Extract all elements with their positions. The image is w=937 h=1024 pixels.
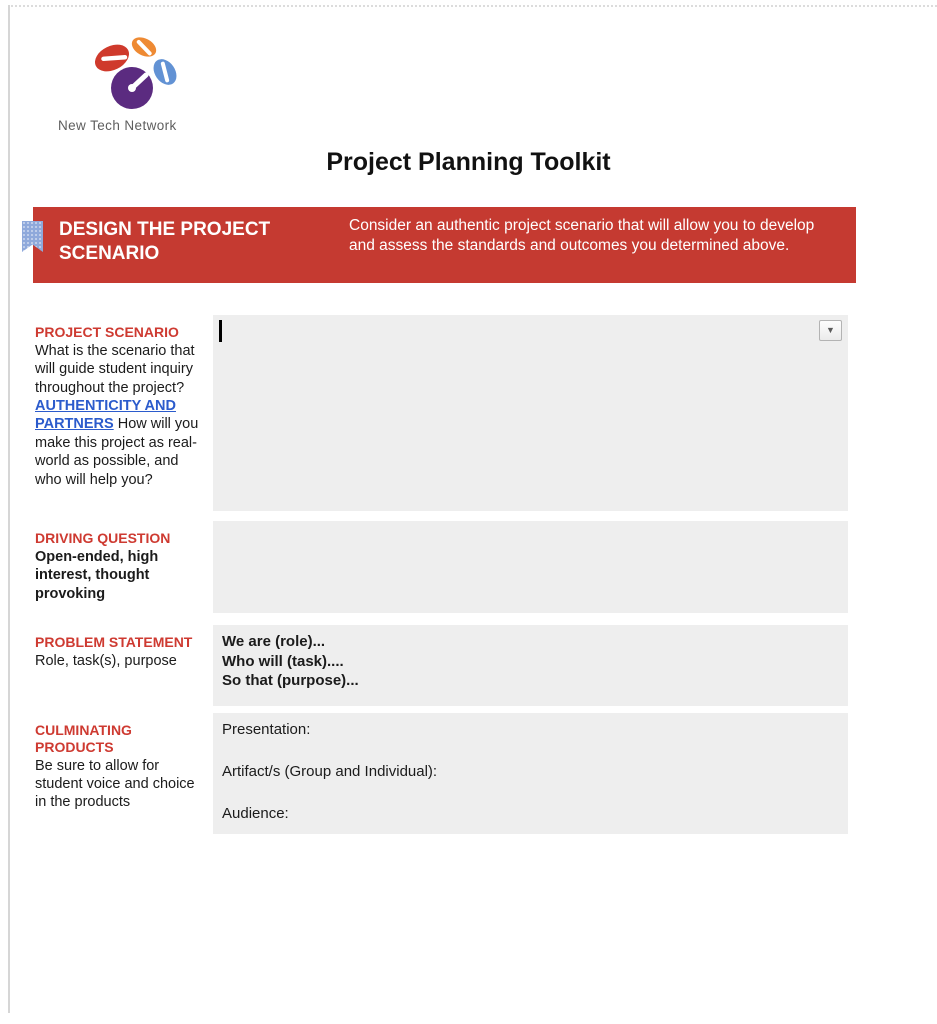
authenticity-and-partners-link[interactable]: AUTHENTICITY AND PARTNERS: [35, 398, 176, 433]
section-row-culminating-products: [35, 713, 848, 834]
box-text-line: Presentation:: [222, 721, 311, 738]
section-row-problem-statement: [35, 625, 848, 706]
section-label: PROJECT SCENARIO: [35, 324, 179, 340]
dropdown-button[interactable]: [819, 320, 842, 341]
problem-statement-input-area[interactable]: [213, 625, 848, 706]
description-text: Open-ended, high interest, thought provoking: [35, 548, 159, 602]
page-title: Project Planning Toolkit: [326, 148, 611, 176]
box-text-line: Who will (task)....: [222, 652, 344, 670]
section-row-project-scenario: [35, 315, 848, 511]
section-description: [35, 757, 205, 812]
problem-statement-label-column: [35, 625, 213, 706]
box-text-line: Audience:: [222, 805, 289, 823]
text-cursor: [219, 320, 222, 342]
section-description: [35, 548, 205, 603]
logo: [58, 36, 192, 133]
chevron-down-icon: ▼: [826, 325, 835, 335]
design-project-scenario-banner: [33, 207, 856, 283]
project-scenario-input-area[interactable]: [213, 315, 848, 511]
culminating-products-label-column: [35, 713, 213, 834]
banner-description: Consider an authentic project scenario that will allow you to develop and assess the standards and outcomes you determined above.: [349, 217, 815, 255]
description-text: What is the scenario that will guide student inquiry throughout the project?: [35, 342, 195, 396]
new-tech-network-logo-icon: [80, 36, 192, 110]
section-label: PROBLEM STATEMENT: [35, 634, 193, 650]
driving-question-input-area[interactable]: [213, 521, 848, 613]
driving-question-label-column: [35, 521, 213, 613]
page-edge-top: [8, 5, 937, 7]
description-text: Role, task(s), purpose: [35, 652, 177, 669]
project-scenario-label-column: [35, 315, 213, 511]
form-rows: [35, 315, 848, 834]
banner-heading: DESIGN THE PROJECT SCENARIO: [59, 219, 271, 264]
culminating-products-input-area[interactable]: [213, 713, 848, 834]
box-text-line: Artifact/s (Group and Individual):: [222, 763, 438, 781]
section-description: [35, 342, 205, 489]
description-text: Be sure to allow for student voice and choice in the products: [35, 757, 195, 811]
description-text: How will you make this project as real-world as possible, and who will help you?: [35, 416, 199, 488]
section-label: DRIVING QUESTION: [35, 530, 171, 546]
box-text-line: So that (purpose)...: [222, 672, 359, 689]
section-description: [35, 652, 205, 670]
section-label: CULMINATING PRODUCTS: [35, 722, 132, 755]
section-row-driving-question: [35, 521, 848, 613]
box-text-line: We are (role)...: [222, 633, 326, 650]
brand-name: New Tech Network: [58, 118, 177, 133]
